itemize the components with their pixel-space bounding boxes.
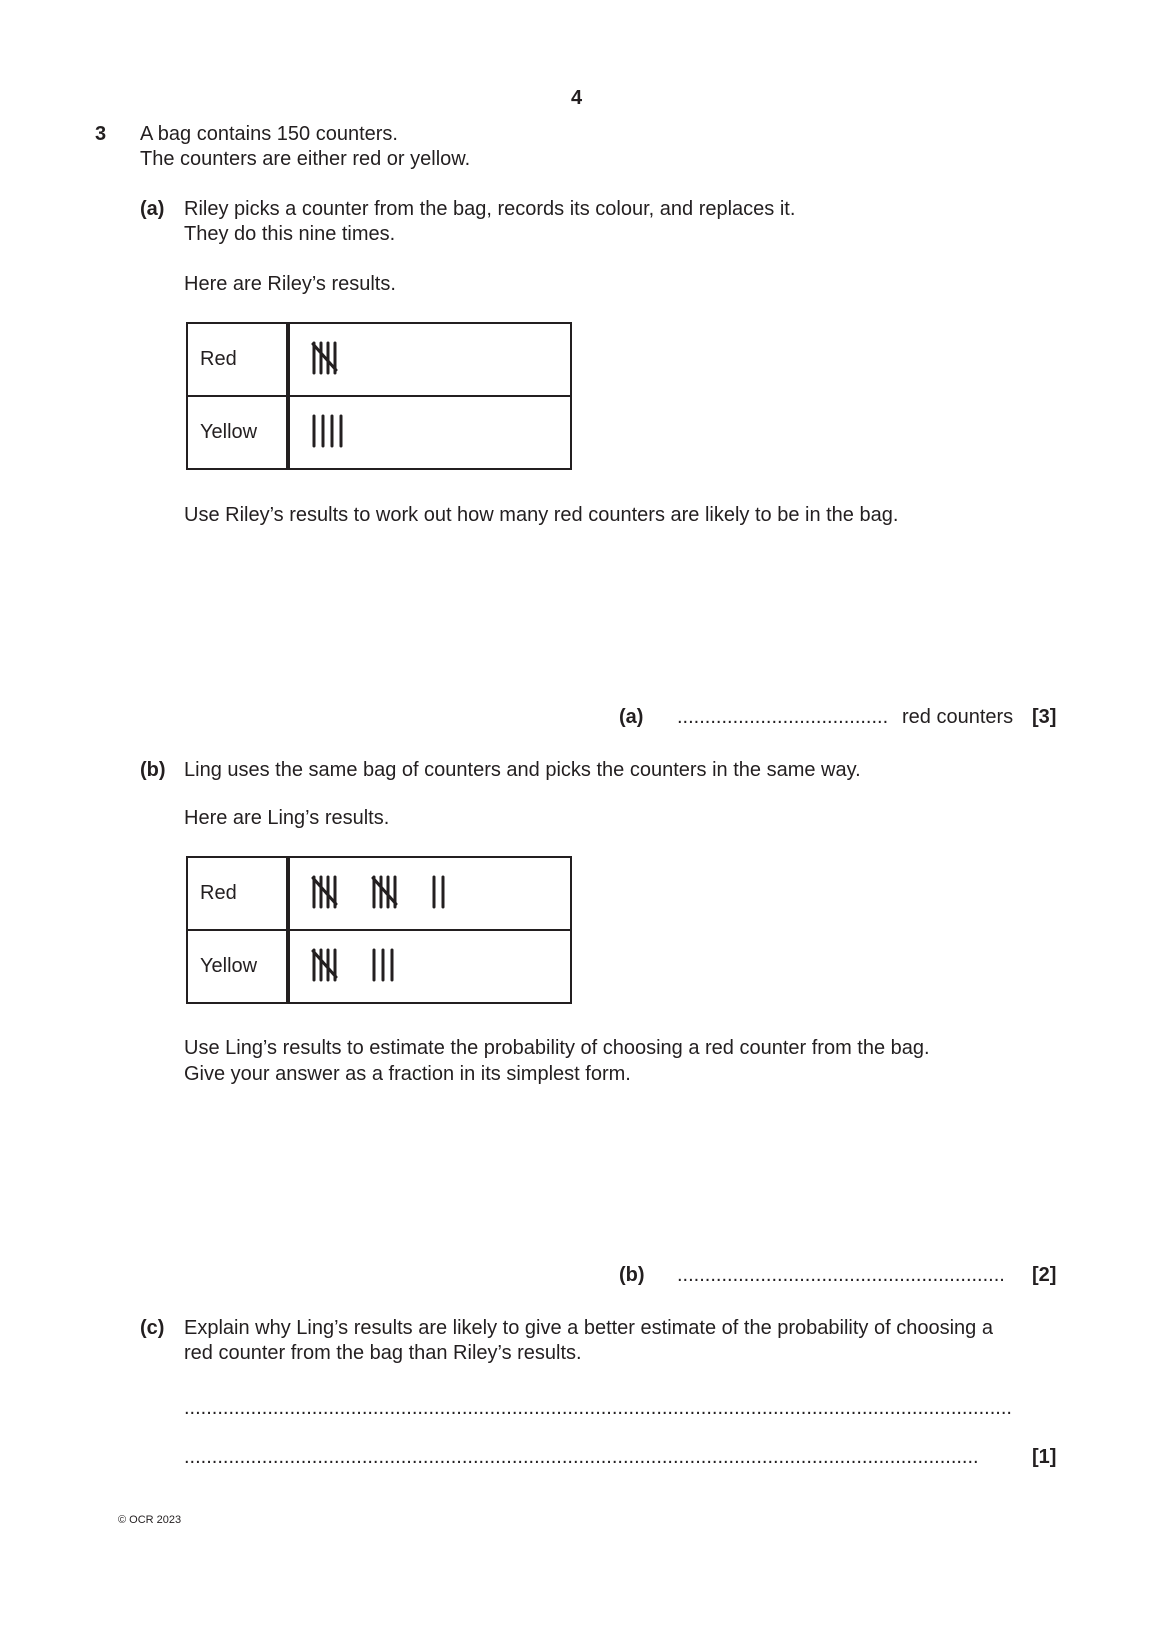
part-b-label: (b) [140, 759, 166, 781]
tally-marks [310, 337, 570, 377]
part-a-text-2: They do this nine times. [184, 223, 396, 245]
part-b-results-intro: Here are Ling’s results. [184, 807, 390, 829]
part-c-label: (c) [140, 1317, 165, 1339]
table-row [187, 396, 571, 469]
answer-a-field[interactable]: ...................................... [677, 706, 889, 728]
tally-gate-stroke [313, 878, 336, 904]
part-a-text-1: Riley picks a counter from the bag, records its colour, and replaces it. [184, 198, 796, 220]
part-c-text-2: red counter from the bag than Riley’s results. [184, 1342, 582, 1364]
answer-b-label: (b) [619, 1264, 645, 1286]
tally-marks [310, 871, 570, 911]
answer-a-unit: red counters [902, 706, 1014, 728]
part-c-text-1: Explain why Ling’s results are likely to give a better estimate of the probability of choosing a [184, 1317, 993, 1339]
answer-c-line-1[interactable]: ..................................................................................................................................................... [184, 1397, 1012, 1419]
tally-gate-stroke [313, 344, 336, 370]
table-row [187, 323, 571, 396]
table-row [187, 857, 571, 930]
ling-results-table [186, 856, 572, 1004]
colour-label: Red [187, 857, 288, 930]
part-a-instruction: Use Riley’s results to work out how many red counters are likely to be in the bag. [184, 504, 899, 526]
part-b-instruction-2: Give your answer as a fraction in its simplest form. [184, 1063, 631, 1085]
question-number: 3 [95, 123, 107, 145]
intro-line-2: The counters are either red or yellow. [140, 148, 471, 170]
part-b-text: Ling uses the same bag of counters and picks the counters in the same way. [184, 759, 861, 781]
riley-results-table [186, 322, 572, 470]
answer-b-field[interactable]: ........................................................... [677, 1264, 1005, 1286]
tally-marks [310, 944, 570, 984]
copyright-footer: © OCR 2023 [118, 1514, 182, 1526]
answer-a-label: (a) [619, 706, 644, 728]
colour-label: Yellow [187, 930, 288, 1003]
colour-label: Yellow [187, 396, 288, 469]
table-row [187, 930, 571, 1003]
page-number: 4 [571, 87, 583, 109]
marks-c: [1] [1032, 1446, 1057, 1468]
tally-gate-stroke [373, 878, 396, 904]
marks-b: [2] [1032, 1264, 1057, 1286]
intro-line-1: A bag contains 150 counters. [140, 123, 398, 145]
tally-marks [310, 410, 570, 450]
part-a-results-intro: Here are Riley’s results. [184, 273, 396, 295]
answer-c-line-2[interactable]: ............................................................................................................................................... [184, 1446, 979, 1468]
colour-label: Red [187, 323, 288, 396]
marks-a: [3] [1032, 706, 1057, 728]
tally-gate-stroke [313, 951, 336, 977]
part-b-instruction-1: Use Ling’s results to estimate the probability of choosing a red counter from the bag. [184, 1037, 930, 1059]
part-a-label: (a) [140, 198, 165, 220]
